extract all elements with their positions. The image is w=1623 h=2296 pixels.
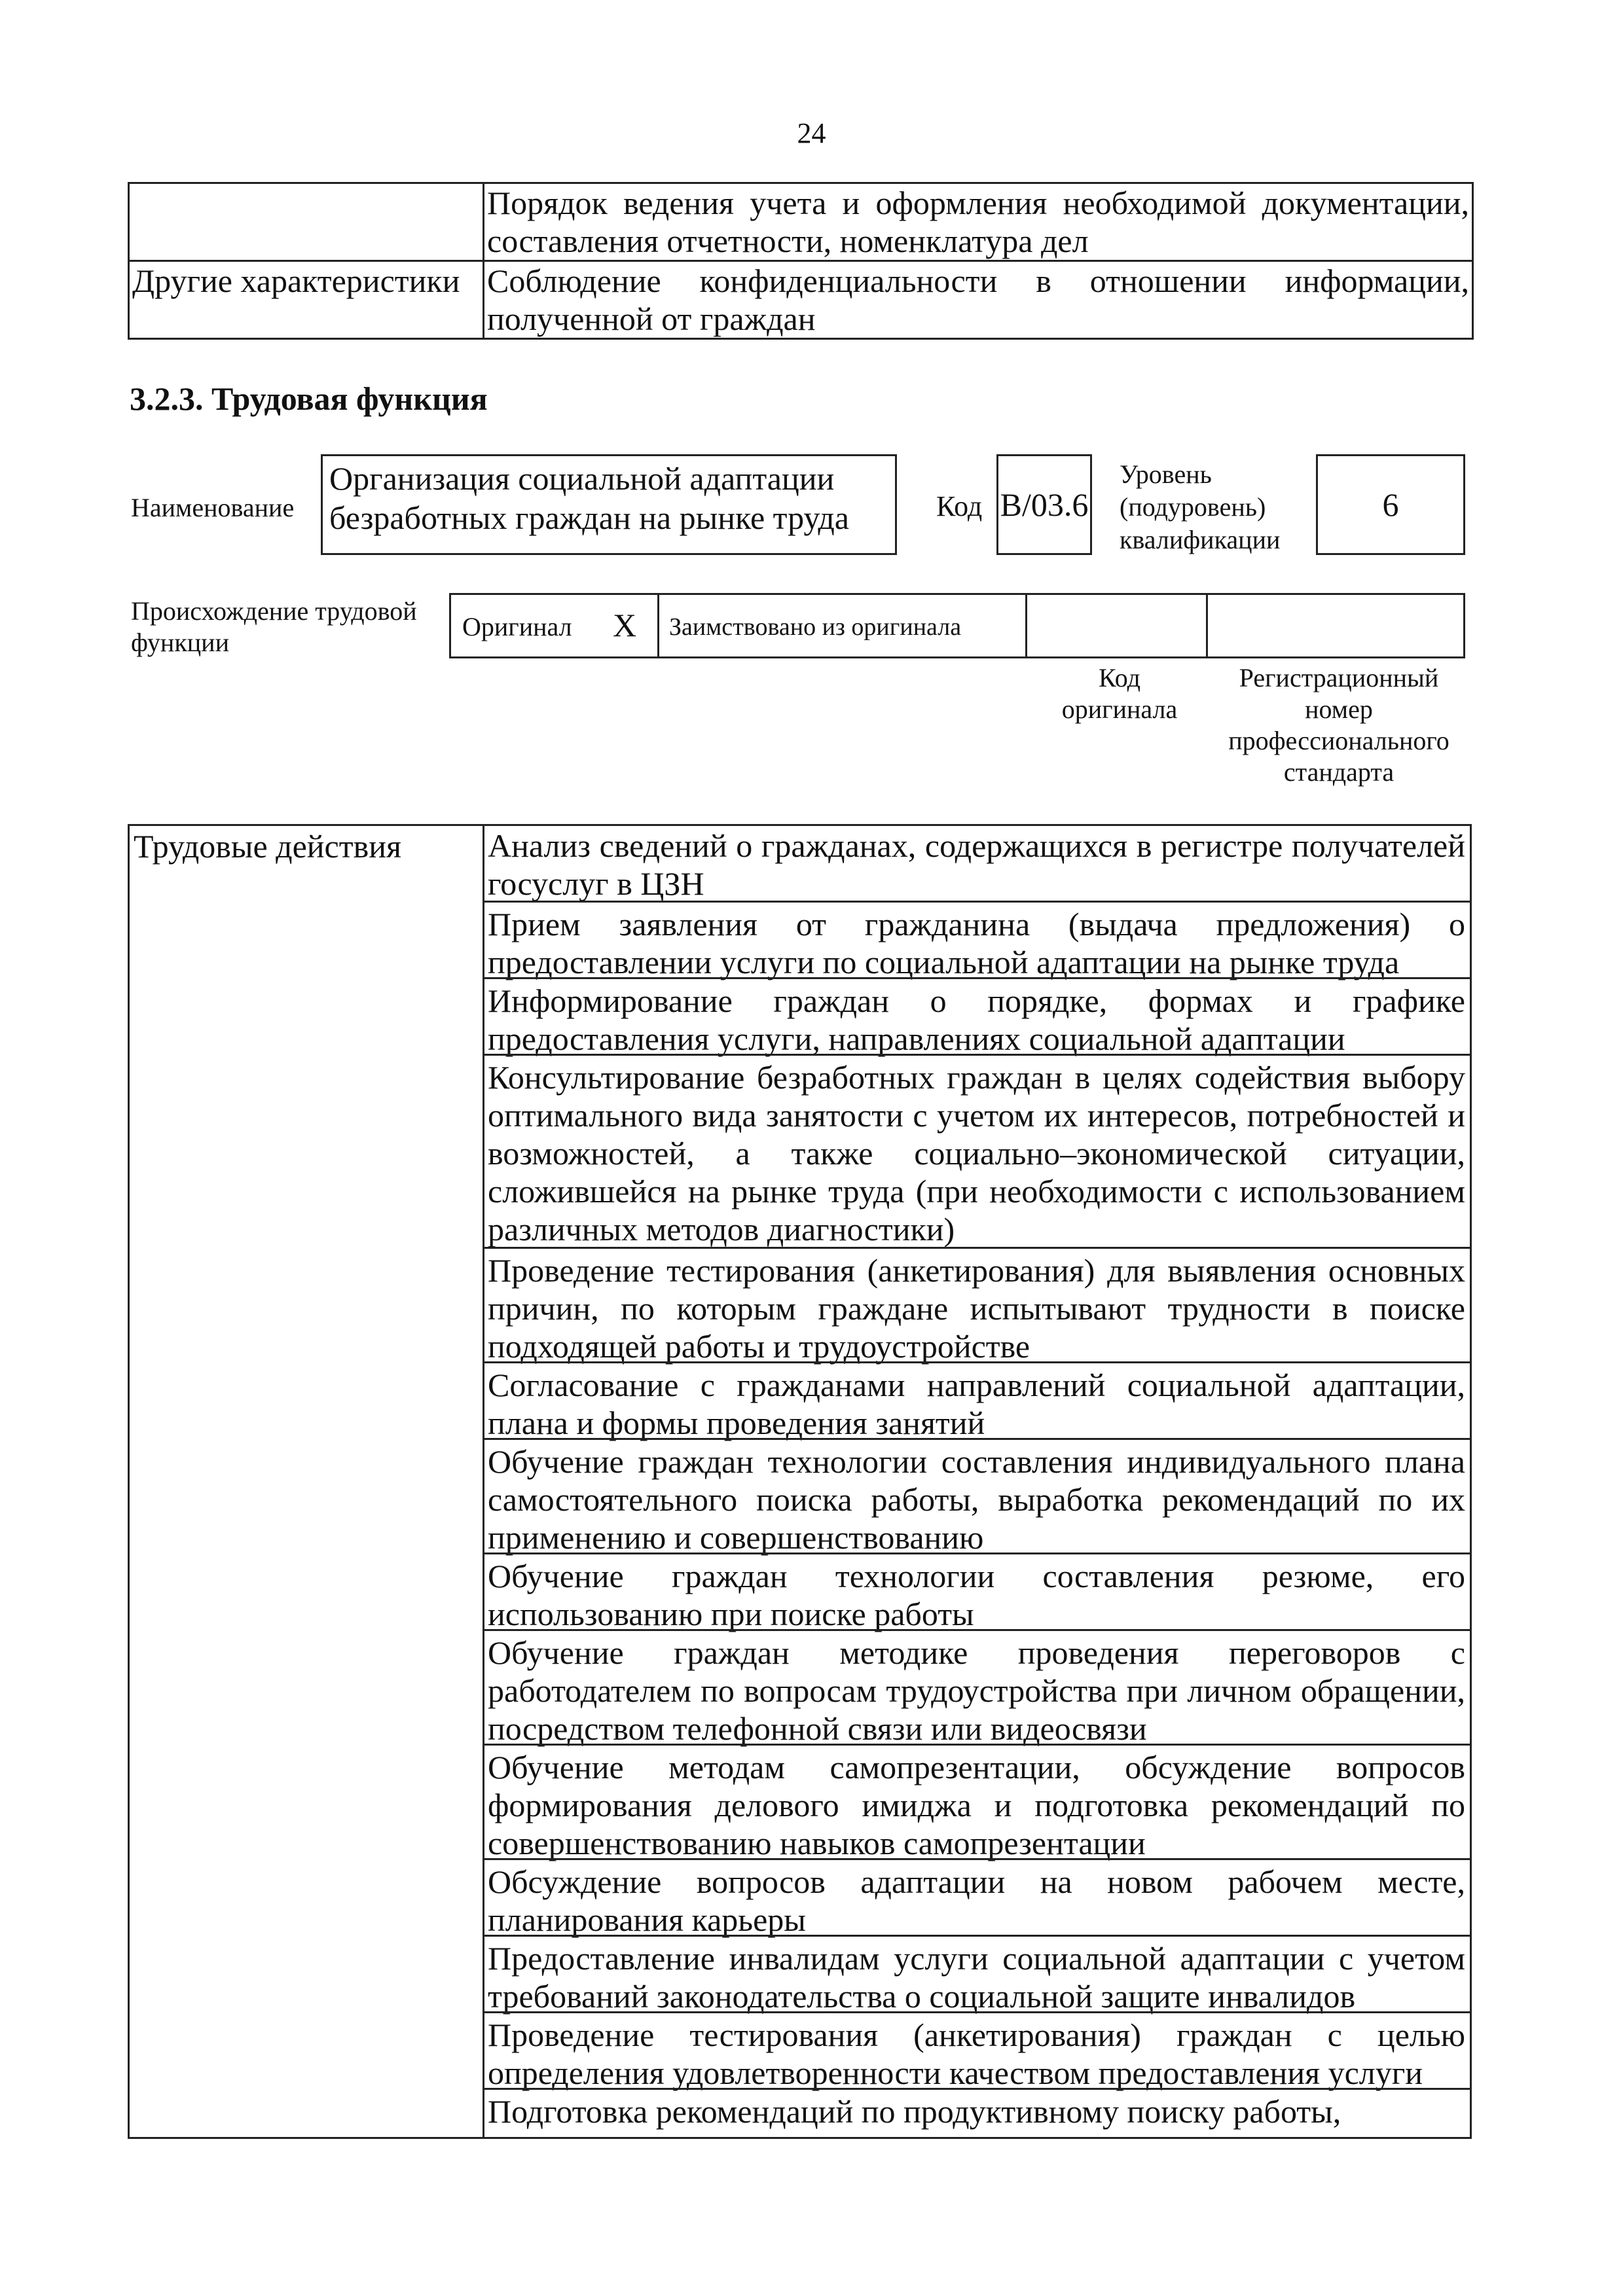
origin-divider [1025, 593, 1027, 658]
section-title: 3.2.3. Трудовая функция [130, 380, 488, 417]
labor-action-text: Прием заявления от гражданина (выдача предложения) о предоставлении услуги по социальной адаптации на рынке труда [488, 906, 1465, 980]
labor-action-row [483, 824, 1472, 901]
labor-action-row [483, 1361, 1472, 1441]
top-table-right-cell: Порядок ведения учета и оформления необходимой документации, составления отчетности, номенклатура дел [484, 183, 1473, 261]
labor-action-text: Проведение тестирования (анкетирования) для выявления основных причин, по которым граждане испытывают трудности в поиске подходящей работы и трудоустройстве [488, 1252, 1465, 1365]
labor-action-row [483, 977, 1472, 1057]
labor-action-row [483, 2011, 1472, 2091]
origin-divider [1206, 593, 1208, 658]
labor-action-text: Обсуждение вопросов адаптации на новом рабочем месте, планирования карьеры [488, 1863, 1465, 1938]
code-original-caption: Код оригинала [1061, 663, 1178, 724]
labor-action-text: Обучение граждан технологии составления индивидуального плана самостоятельного поиска работы, выработка рекомендаций по их применению и совершенствованию [488, 1443, 1465, 1556]
labor-action-text: Консультирование безработных граждан в целях содействия выбору оптимального вида занятости с учетом их интересов, потребностей и возможностей, а также социально–экономической ситуации, сложившейся на рынке труда (при необходимости с использованием различных методов диагностики) [488, 1059, 1465, 1247]
labor-action-row [483, 1744, 1472, 1861]
borrowed-label: Заимствовано из оригинала [669, 613, 962, 641]
origin-label: Происхождение трудовой функции [131, 596, 417, 657]
page-number: 24 [797, 117, 826, 149]
labor-action-text: Анализ сведений о гражданах, содержащихся в регистре получателей госуслуг в ЦЗН [488, 827, 1465, 902]
qualification-level-box [1316, 454, 1465, 555]
table-row [129, 261, 1473, 339]
labor-action-text: Подготовка рекомендаций по продуктивному поиску работы, [488, 2093, 1341, 2130]
labor-action-text: Согласование с гражданами направлений социальной адаптации, плана и формы проведения занятий [488, 1367, 1465, 1441]
code-label: Код [936, 490, 983, 522]
function-code-value: B/03.6 [1000, 486, 1089, 523]
origin-divider [657, 593, 659, 658]
labor-action-text: Обучение граждан методике проведения переговоров с работодателем по вопросам трудоустройства при личном обращении, посредством телефонной связи или видеосвязи [488, 1634, 1465, 1747]
labor-action-row [483, 901, 1472, 980]
labor-action-text: Информирование граждан о порядке, формах и графике предоставления услуги, направлениях социальной адаптации [488, 982, 1465, 1057]
top-table [128, 182, 1474, 340]
labor-action-row [483, 1054, 1472, 1247]
labor-action-row [483, 1858, 1472, 1938]
reg-number-caption: Регистрационный номер профессионального стандарта [1228, 663, 1450, 787]
labor-action-text: Обучение методам самопрезентации, обсуждение вопросов формирования делового имиджа и подготовка рекомендаций по совершенствованию навыков самопрезентации [488, 1749, 1465, 1861]
function-name-box [321, 454, 897, 555]
other-characteristics-value: Соблюдение конфиденциальности в отношении информации, полученной от граждан [484, 261, 1473, 339]
qualification-level-label: Уровень (подуровень) квалификации [1120, 459, 1281, 554]
name-label: Наименование [131, 493, 295, 522]
table-row [129, 183, 1473, 261]
other-characteristics-label: Другие характеристики [129, 261, 484, 339]
labor-action-row [483, 1552, 1472, 1632]
labor-action-text: Проведение тестирования (анкетирования) граждан с целью определения удовлетворенности качеством предоставления услуги [488, 2017, 1465, 2091]
labor-action-row [483, 1935, 1472, 2015]
labor-action-text: Обучение граждан технологии составления резюме, его использованию при поиске работы [488, 1558, 1465, 1632]
original-label: Оригинал [462, 612, 572, 641]
labor-action-row [483, 1629, 1472, 1747]
function-name-value: Организация социальной адаптации безработных граждан на рынке труда [329, 460, 849, 536]
labor-action-row [483, 1247, 1472, 1365]
top-table-left-cell [129, 183, 484, 261]
labor-actions-label: Трудовые действия [134, 828, 401, 865]
labor-action-row [483, 1438, 1472, 1556]
labor-action-text: Предоставление инвалидам услуги социальной адаптации с учетом требований законодательства о социальной защите инвалидов [488, 1940, 1465, 2015]
function-code-box [996, 454, 1092, 555]
original-mark: X [613, 607, 637, 643]
labor-action-row [483, 2088, 1472, 2139]
qualification-level-value: 6 [1382, 486, 1399, 523]
